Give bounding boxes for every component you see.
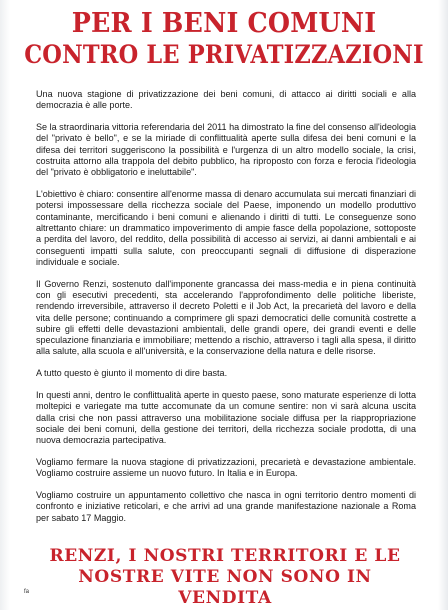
paragraph-goals: Vogliamo fermare la nuova stagione di privatizzazioni, precarietà e devastazione ambientale. Vogliamo costruire assieme un nuovo futuro. In Italia e in Europa. [36, 457, 416, 479]
paragraph-intro: Una nuova stagione di privatizzazione dei beni comuni, di attacco ai diritti sociali e alla democrazia è alle porte. [36, 89, 416, 111]
closing-slogan: RENZI, I NOSTRI TERRITORI E LE NOSTRE VITE NON SONO IN VENDITA [49, 546, 401, 608]
paragraph-demonstration: Vogliamo costruire un appuntamento collettivo che nasca in ogni territorio dentro momenti di confronto e iniziative reticolari, e che arrivi ad una grande manifestazione nazionale a Roma per sabato 17 Maggio. [36, 490, 416, 523]
scan-edge-left [0, 0, 10, 610]
headline-line-2: CONTRO LE PRIVATIZZAZIONI [24, 40, 424, 69]
paragraph-struggles: In questi anni, dentro le conflittualità aperte in questo paese, sono maturate esperienze di lotta moltepici e variegate ma tutte accomunate da un comune sentire: non vi sarà alcuna uscita dalla crisi che non passi attraverso una mobilitazione sociale diffusa per la riappropriazione sociale dei beni comuni, della gestione dei territori, della ricchezza sociale prodotta, di una nuova democrazia partecipativa. [36, 390, 416, 446]
scan-edge-right [438, 0, 448, 610]
body-text [36, 89, 416, 524]
paragraph-renzi-government: Il Governo Renzi, sostenuto dall'imponente grancassa dei mass-media e in piena continuità con gli esecutivi precedenti, sta accelerando l'approfondimento delle politiche liberiste, rendendo irreversibile, attraverso il decreto Poletti e il Job Act, la precarietà del lavoro e della vita delle persone; continuando a comprimere gli spazi democratici delle comunità costrette a subire gli effetti delle devastazioni ambientali, delle grandi opere, dei grandi eventi e delle speculazione finanziaria e immobiliare; mettendo a rischio, attraverso i tagli alla spesa, il diritto alla salute, alla scuola e all'università, e la conservazione della natura e delle risorse. [36, 278, 416, 357]
paragraph-referendum: Se la straordinaria vittoria referendaria del 2011 ha dimostrato la fine del consenso all'ideologia del "privato è bello", e se la miriade di conflittualità aperte sulla difesa dei beni comuni e la difesa dei territori suggeriscono la possibilità e l'urgenza di un altro modello sociale, la crisi, costruita attorno alla trappola del debito pubblico, ha riproposto con forza e ferocia l'ideologia del "privato è obbligatorio e ineluttabile". [36, 122, 416, 178]
paragraph-objective: L'obiettivo è chiaro: consentire all'enorme massa di denaro accumulata sui mercati finanziari di potersi impossessare della ricchezza sociale del Paese, imponendo un modello produttivo contaminante, mercificando i beni comuni e alienando i diritti di tutti. Le conseguenze sono altrettanto chiare: un drammatico impoverimento di ampie fasce della popolazione, sottoposte a perdita del lavoro, del reddito, della possibilità di accesso ai servizi, ai danni ambientali e ai conseguenti impatti sulla salute, con preoccupanti segnali di diffusione di disperazione individuale e sociale. [36, 189, 416, 267]
footer-code: fa [24, 589, 30, 595]
headline-line-1: PER I BENI COMUNI [71, 8, 377, 39]
paragraph-enough: A tutto questo è giunto il momento di dire basta. [36, 368, 228, 379]
